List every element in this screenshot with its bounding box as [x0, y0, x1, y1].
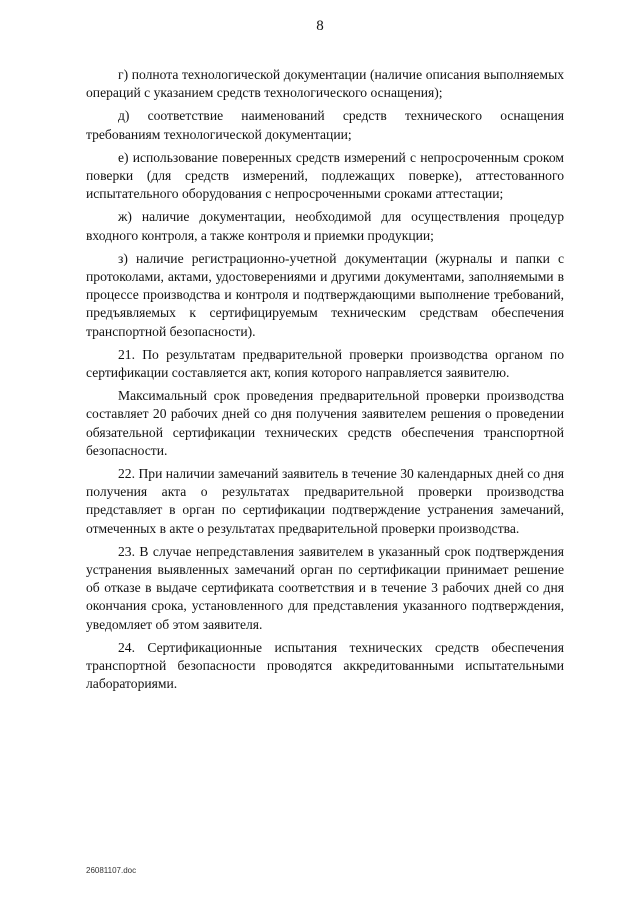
page-number: 8: [316, 18, 324, 34]
footer-filename: 26081107.doc: [86, 866, 137, 875]
document-body: [86, 66, 564, 699]
paragraph-zh: ж) наличие документации, необходимой для осуществления процедур входного контроля, а также контроля и приемки продукции;: [86, 209, 564, 243]
paragraph-22: 22. При наличии замечаний заявитель в течение 30 календарных дней со дня получения акта о результатах предварительной проверки производства представляет в орган по сертификации подтверждение устранения замечаний, отмеченных в акте о результатах предварительной проверки производства.: [86, 466, 564, 536]
paragraph-21-max-term: Максимальный срок проведения предварительной проверки производства составляет 20 рабочих дней со дня получения заявителем решения о проведении обязательной сертификации технических средств обеспечения транспортной безопасности.: [86, 388, 564, 458]
paragraph-21: 21. По результатам предварительной проверки производства органом по сертификации составляется акт, копия которого направляется заявителю.: [86, 346, 564, 381]
paragraph-z: з) наличие регистрационно-учетной документации (журналы и папки с протоколами, актами, удостоверениями и другими документами, заполняемыми в процессе производства и контроля и подтверждающими выполнение требований, предъявляемых к сертифицируемым техническим средствам обеспечения транспортной безопасности).: [86, 250, 564, 339]
paragraph-e: е) использование поверенных средств измерений с непросроченным сроком поверки (для средств измерений, подлежащих поверке), аттестованного испытательного оборудования с непросроченными сроками аттестации;: [86, 149, 564, 202]
paragraph-d: д) соответствие наименований средств технического оснащения требованиям технологической документации;: [86, 108, 564, 142]
paragraph-23: 23. В случае непредставления заявителем в указанный срок подтверждения устранения выявленных замечаний орган по сертификации принимает решение об отказе в выдаче сертификата соответствия и в течение 3 рабочих дней со дня окончания срока, установленного для представления указанного подтверждения, уведомляет об этом заявителя.: [86, 543, 564, 632]
paragraph-24: 24. Сертификационные испытания технических средств обеспечения транспортной безопасности проводятся аккредитованными испытательными лабораториями.: [86, 639, 564, 692]
paragraph-g: г) полнота технологической документации (наличие описания выполняемых операций с указанием средств технологического оснащения);: [86, 67, 564, 101]
